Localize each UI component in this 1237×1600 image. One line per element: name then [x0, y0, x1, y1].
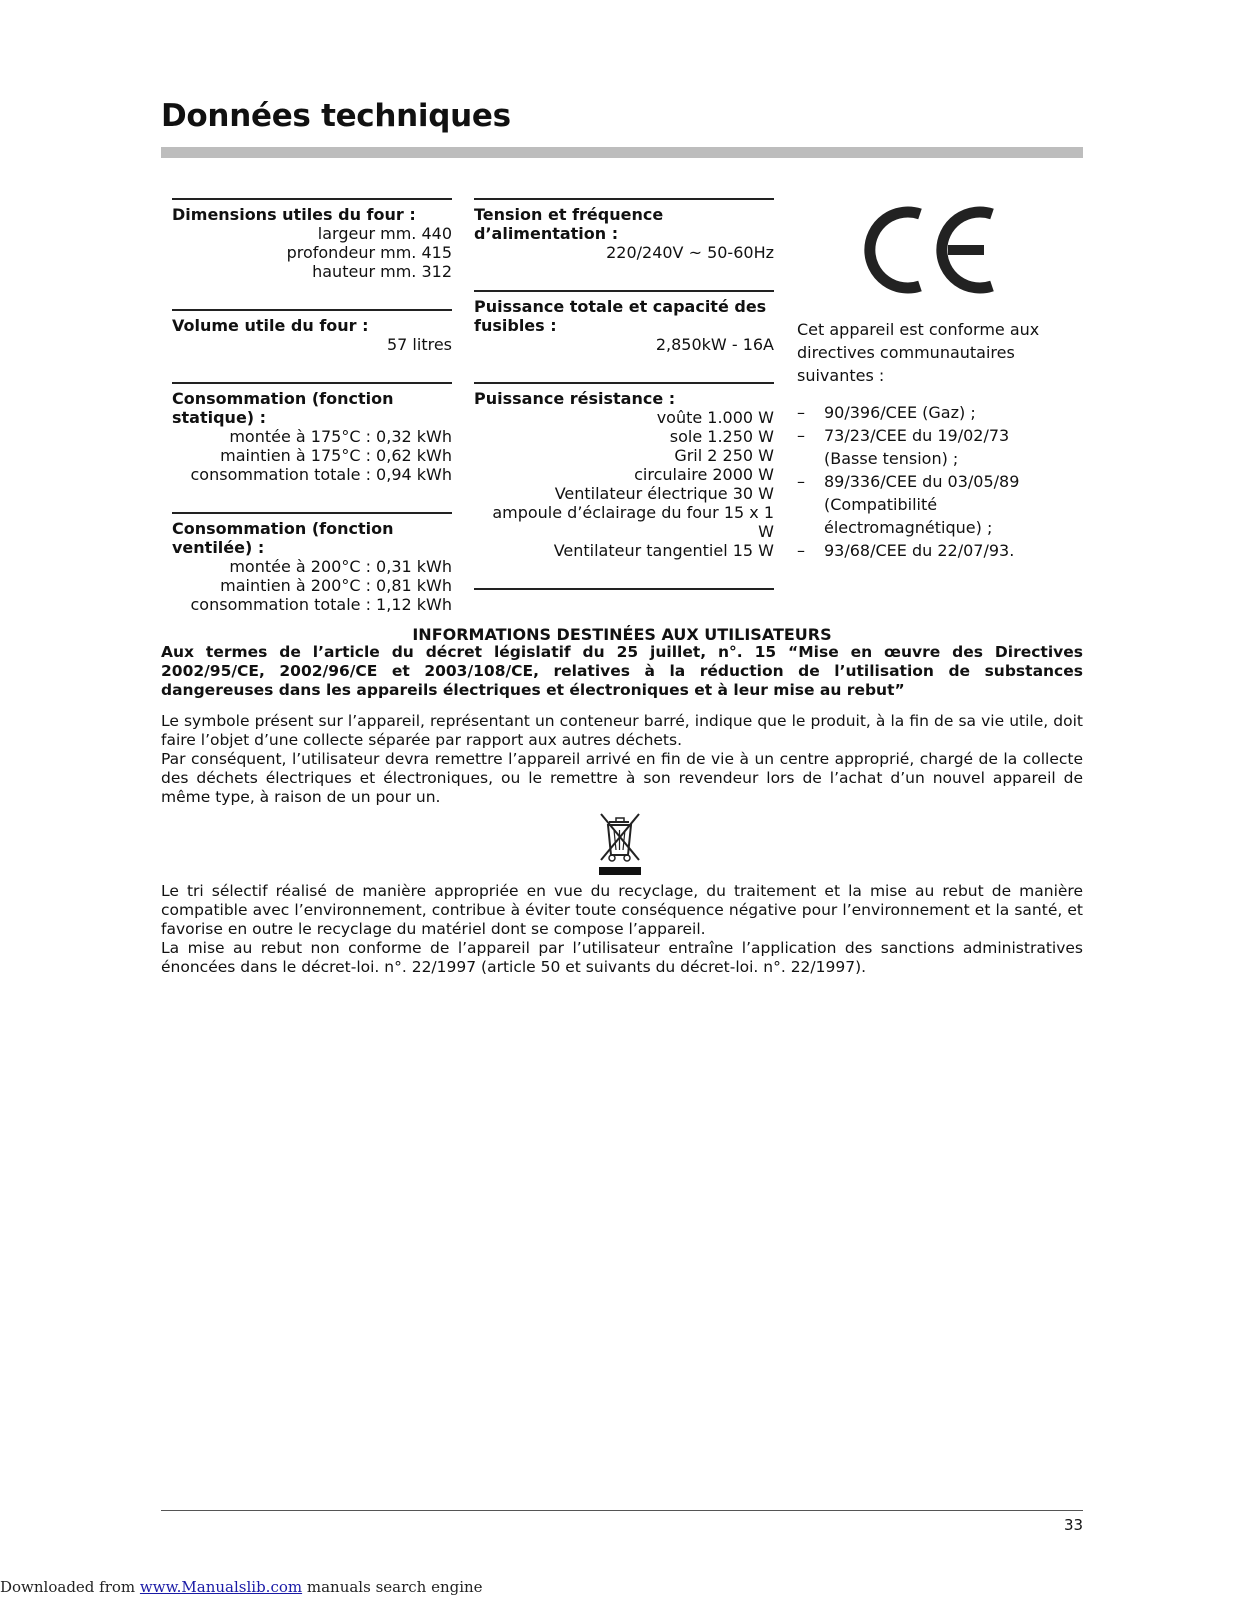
info-paragraph: Par conséquent, l’utilisateur devra remettre l’appareil arrivé en fin de vie à un centre approprié, chargé de la collecte des déchets électriques et électroniques, ou le remettre à son revendeur lors de l’achat d’un nouvel appareil de même type, à raison de un pour un. — [161, 750, 1083, 806]
spec-heading: Dimensions utiles du four : — [172, 205, 416, 224]
spec-line: montée à 200°C : 0,31 kWh — [229, 557, 452, 576]
spec-line: profondeur mm. 415 — [286, 243, 452, 262]
spec-line: voûte 1.000 W — [656, 408, 774, 427]
directive-item: – 89/336/CEE du 03/05/89 (Compatibilité électromagnétique) ; — [797, 470, 1057, 539]
spec-heading: Puissance résistance : — [474, 389, 676, 408]
page-title: Données techniques — [161, 98, 511, 134]
specs-column-2 — [474, 198, 774, 590]
specs-column-1 — [172, 198, 452, 614]
spec-heading: Volume utile du four : — [172, 316, 369, 335]
spec-line: montée à 175°C : 0,32 kWh — [229, 427, 452, 446]
directive-item: – 90/396/CEE (Gaz) ; — [797, 401, 1057, 424]
spec-heading: Puissance totale et capacité des fusibles : — [474, 297, 767, 335]
page-number: 33 — [1064, 1516, 1084, 1534]
spec-line: consommation totale : 0,94 kWh — [190, 465, 452, 484]
title-underline-bar — [161, 147, 1083, 158]
spec-dimensions — [172, 198, 452, 281]
spec-resistance-power — [474, 382, 774, 560]
spec-ventilated-consumption — [172, 512, 452, 614]
ce-intro: Cet appareil est conforme aux directives communautaires suivantes : — [797, 320, 1040, 385]
directive-item: – 93/68/CEE du 22/07/93. — [797, 539, 1057, 562]
info-title: INFORMATIONS DESTINÉES AUX UTILISATEURS — [412, 625, 832, 644]
spec-line: 220/240V ~ 50-60Hz — [606, 243, 774, 262]
info-paragraph: Le tri sélectif réalisé de manière appropriée en vue du recyclage, du traitement et la mise au rebut de manière compatible avec l’environnement, contribue à éviter toute conséquence négative pour l’environnement et la santé, et favorise en outre le recyclage du matériel dont se compose l’appareil. — [161, 882, 1083, 938]
source-suffix: manuals search engine — [302, 1578, 483, 1596]
spec-line: sole 1.250 W — [669, 427, 774, 446]
spec-heading: Consommation (fonction statique) : — [172, 389, 394, 427]
spec-line: maintien à 175°C : 0,62 kWh — [220, 446, 452, 465]
spec-line: maintien à 200°C : 0,81 kWh — [220, 576, 452, 595]
spec-line: consommation totale : 1,12 kWh — [190, 595, 452, 614]
spec-static-consumption — [172, 382, 452, 484]
ce-mark-icon — [860, 200, 1000, 300]
footer-rule — [161, 1510, 1083, 1511]
spec-volume — [172, 309, 452, 354]
download-source-line — [0, 1578, 483, 1596]
ce-compliance — [797, 318, 1057, 562]
info-paragraph: Le symbole présent sur l’appareil, représentant un conteneur barré, indique que le produit, à la fin de sa vie utile, doit faire l’objet d’une collecte séparée par rapport aux autres déchets. — [161, 712, 1083, 749]
spec-line: Ventilateur tangentiel 15 W — [553, 541, 774, 560]
spec-heading: Consommation (fonction ventilée) : — [172, 519, 394, 557]
info-intro: Aux termes de l’article du décret législatif du 25 juillet, n°. 15 “Mise en œuvre des Directives 2002/95/CE, 2002/96/CE et 2003/108/CE, relatives à la réduction de l’utilisation de substances dangereuses dans les appareils électriques et électroniques et à leur mise au rebut” — [161, 643, 1083, 699]
spec-line: circulaire 2000 W — [634, 465, 774, 484]
spec-line: 2,850kW - 16A — [655, 335, 774, 354]
manualslib-link[interactable]: www.Manualslib.com — [139, 1578, 303, 1596]
spec-total-power — [474, 290, 774, 354]
spec-line: hauteur mm. 312 — [312, 262, 452, 281]
spec-line: ampoule d’éclairage du four 15 x 1 W — [492, 503, 774, 541]
column-end-rule — [474, 588, 774, 590]
directive-item: – 73/23/CEE du 19/02/73 (Basse tension) ; — [797, 424, 1057, 470]
spec-heading: Tension et fréquence d’alimentation : — [474, 205, 664, 243]
source-prefix: Downloaded from — [0, 1578, 140, 1596]
spec-voltage — [474, 198, 774, 262]
spec-line: largeur mm. 440 — [317, 224, 452, 243]
spec-line: Ventilateur électrique 30 W — [554, 484, 774, 503]
directive-list — [797, 401, 1057, 562]
spec-line: Gril 2 250 W — [674, 446, 774, 465]
info-paragraph: La mise au rebut non conforme de l’appareil par l’utilisateur entraîne l’application des sanctions administratives énoncées dans le décret-loi. n°. 22/1997 (article 50 et suivants du décret-loi. n°. 22/1997). — [161, 939, 1083, 976]
crossed-out-wheelie-bin-icon — [597, 810, 643, 876]
spec-line: 57 litres — [386, 335, 452, 354]
